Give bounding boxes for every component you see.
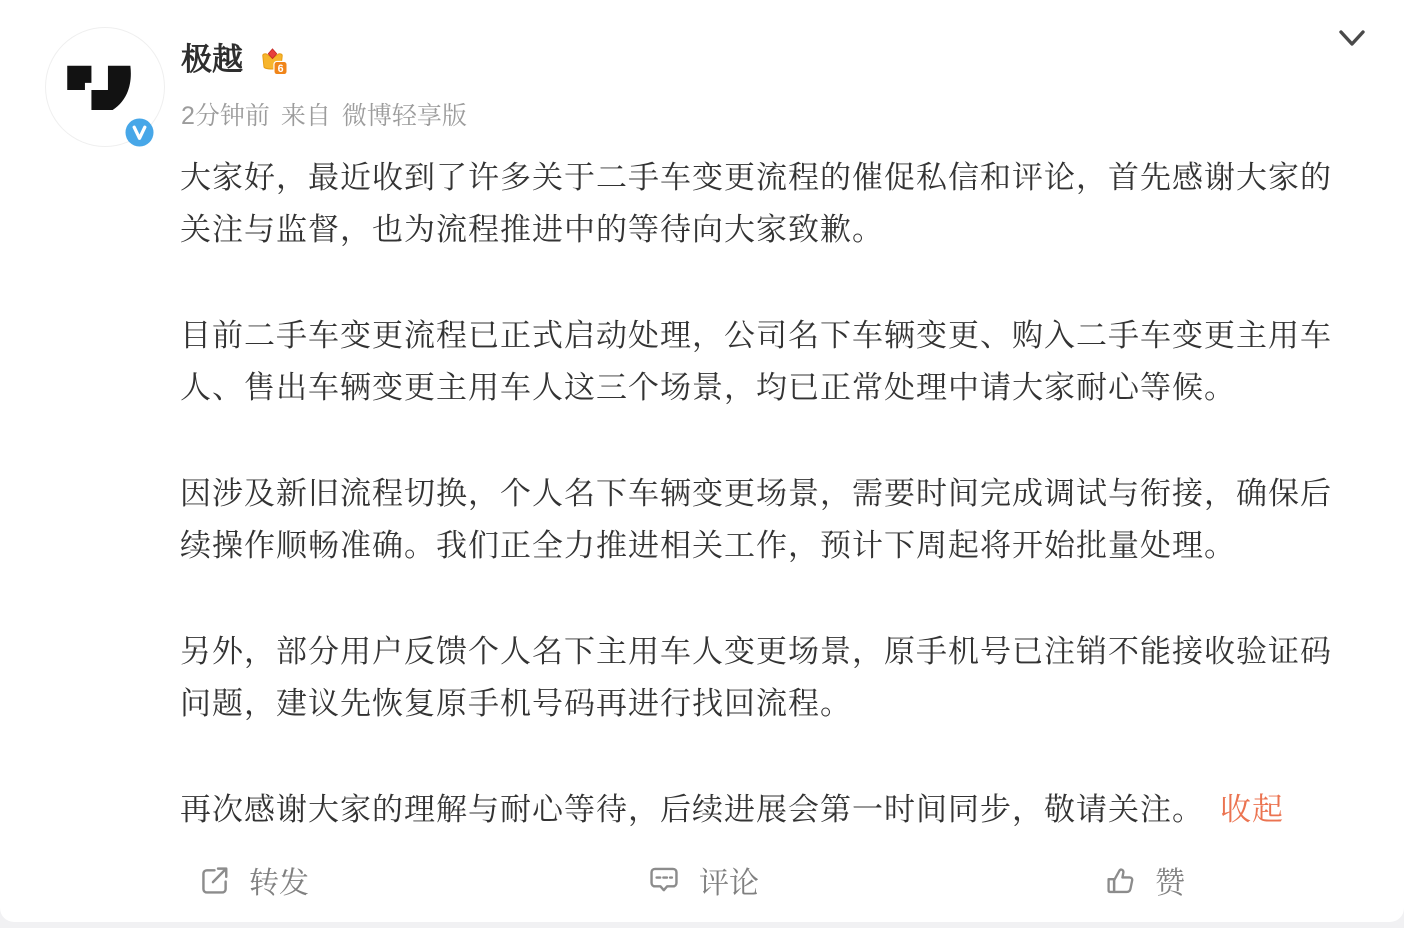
repost-icon: [195, 861, 233, 899]
comment-label: 评论: [699, 867, 759, 900]
like-icon: [1101, 861, 1139, 899]
text-line: 人、售出车辆变更主用车人这三个场景，均已正常处理中请大家耐心等候。: [180, 370, 1236, 405]
source-link[interactable]: 微博轻享版: [341, 102, 467, 130]
text-line: 另外，部分用户反馈个人名下主用车人变更场景，原手机号已注销不能接收验证码: [180, 634, 1332, 669]
collapse-link[interactable]: 收起: [1220, 792, 1284, 827]
text-line: 目前二手车变更流程已正式启动处理，公司名下车辆变更、购入二手车变更主用车: [180, 318, 1332, 353]
paragraph: [180, 784, 1380, 836]
text-line: 续操作顺畅准确。我们正全力推进相关工作，预计下周起将开始批量处理。: [180, 528, 1236, 563]
author-name[interactable]: 极越: [181, 42, 243, 77]
text-line: 大家好，最近收到了许多关于二手车变更流程的催促私信和评论，首先感谢大家的: [180, 160, 1332, 195]
like-button[interactable]: [1101, 852, 1185, 908]
post-meta: [181, 101, 467, 131]
post-content: [180, 152, 1380, 836]
vip-crown-icon[interactable]: [255, 43, 290, 78]
repost-button[interactable]: [195, 852, 309, 908]
paragraph: [180, 152, 1380, 256]
text-line: 再次感谢大家的理解与耐心等待，后续进展会第一时间同步，敬请关注。: [180, 792, 1204, 827]
text-line: 因涉及新旧流程切换，个人名下车辆变更场景，需要时间完成调试与衔接，确保后: [180, 476, 1332, 511]
comment-icon: [645, 861, 683, 899]
from-label: 来自: [280, 102, 331, 130]
paragraph: [180, 310, 1380, 414]
comment-button[interactable]: [645, 852, 759, 908]
repost-label: 转发: [249, 867, 309, 900]
action-bar: [0, 852, 1404, 908]
timestamp: 2分钟前: [181, 102, 270, 130]
like-label: 赞: [1155, 867, 1185, 900]
text-line: 关注与监督，也为流程推进中的等待向大家致歉。: [180, 212, 884, 247]
avatar[interactable]: [46, 28, 164, 146]
chevron-down-icon[interactable]: [1330, 24, 1374, 54]
paragraph: [180, 626, 1380, 730]
text-line: 问题，建议先恢复原手机号码再进行找回流程。: [180, 686, 852, 721]
paragraph: [180, 468, 1380, 572]
vip-level-number: 6: [277, 62, 284, 75]
verified-badge-icon: [125, 118, 154, 147]
